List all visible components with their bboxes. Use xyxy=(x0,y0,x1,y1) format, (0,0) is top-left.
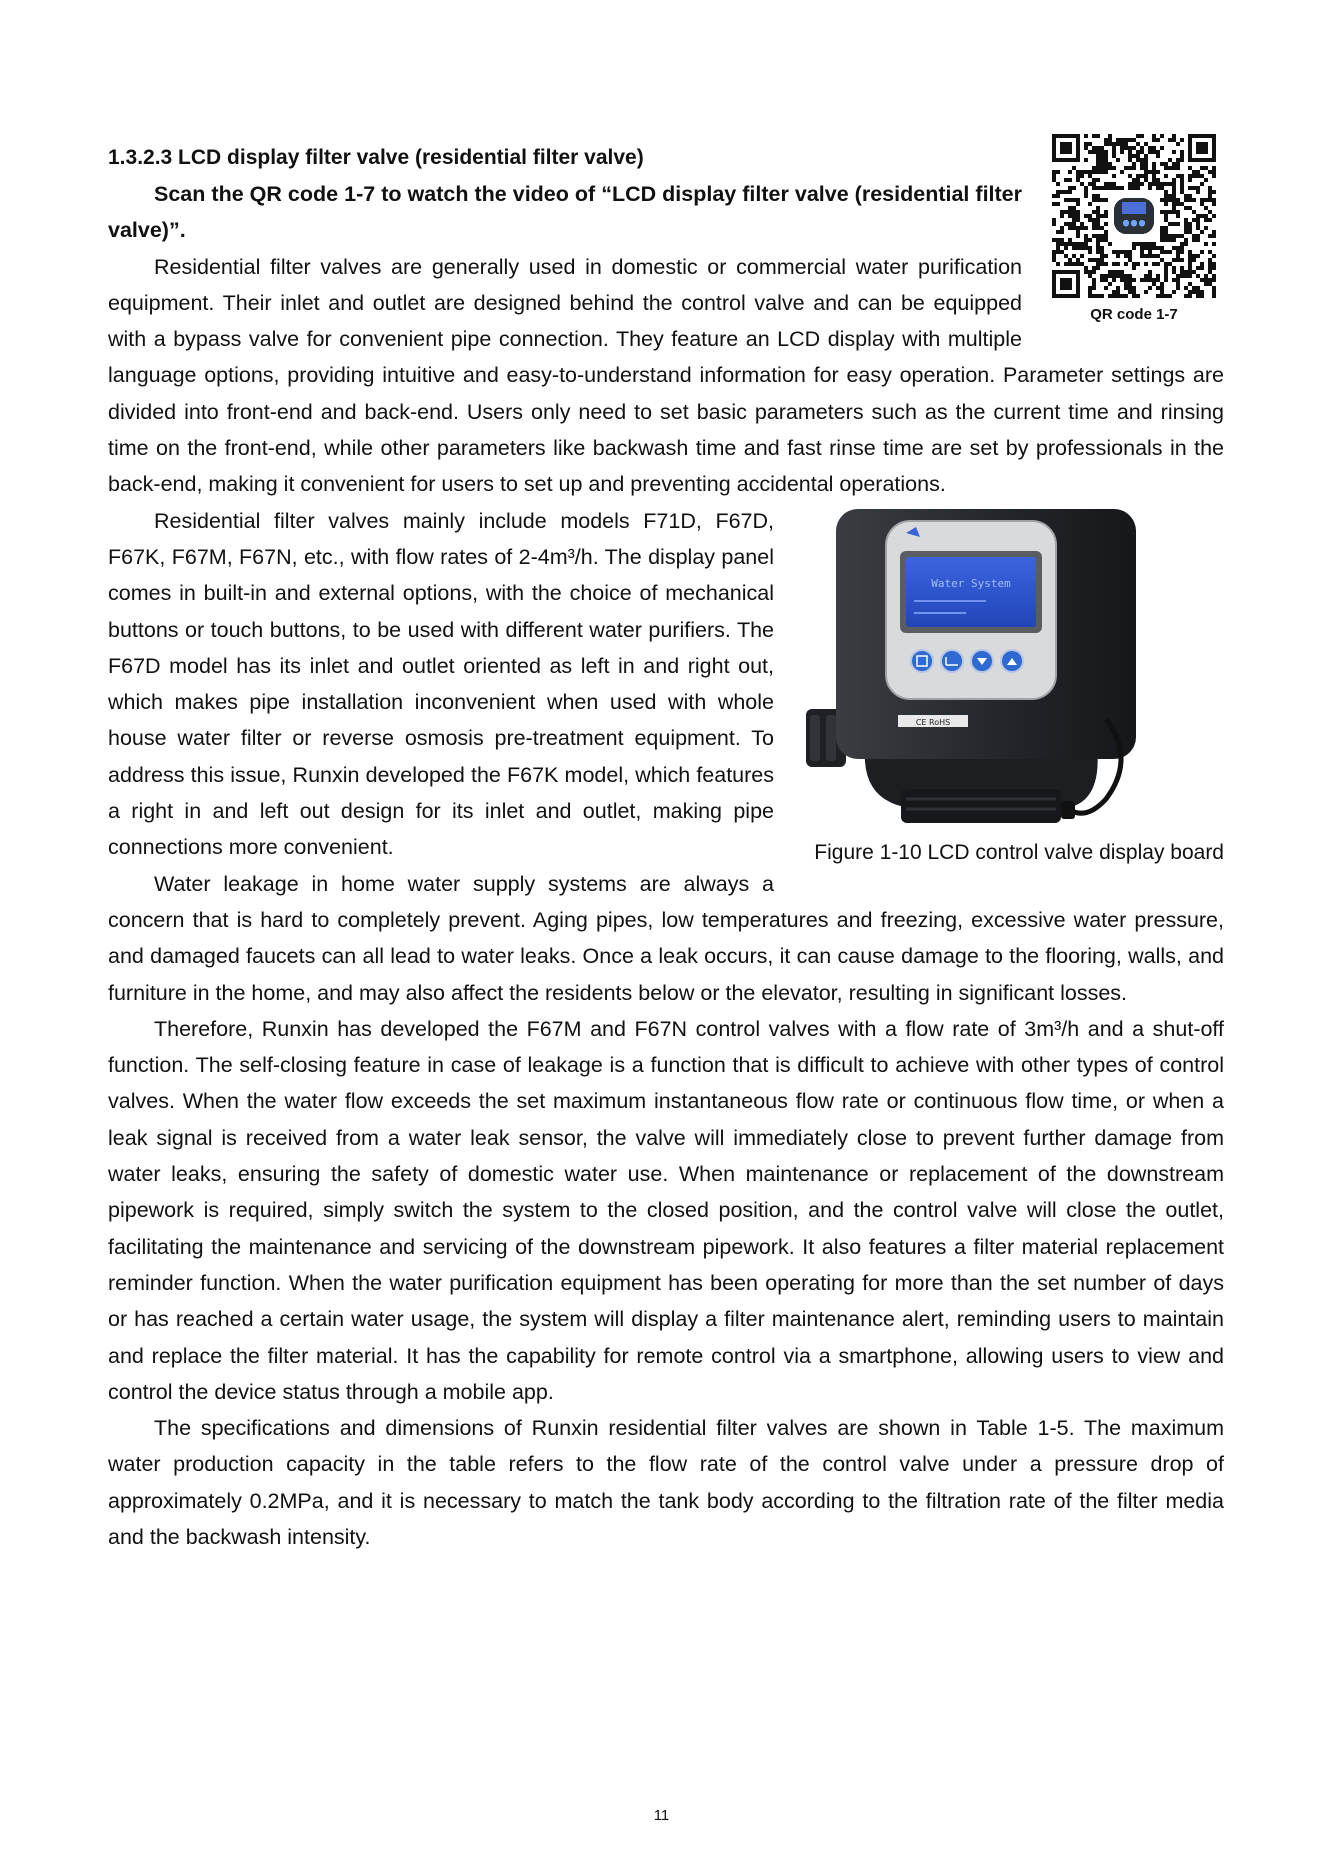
qr-caption: QR code 1-7 xyxy=(1090,306,1178,323)
figure-caption: Figure 1-10 LCD control valve display board xyxy=(814,840,1224,864)
qr-figure xyxy=(1044,134,1224,323)
qr-instruction: Scan the QR code 1-7 to watch the video of “LCD display filter valve (residential filter valve)”. xyxy=(108,182,1022,243)
paragraph-specifications: The specifications and dimensions of Runxin residential filter valves are shown in Table 1-5. The maximum water production capacity in the table refers to the flow rate of the control valve under a pressure drop of approximately 0.2MPa, and it is necessary to match the tank body according to the filtration rate of the filter media and the backwash intensity. xyxy=(108,1416,1224,1549)
paragraph-shutoff: Therefore, Runxin has developed the F67M and F67N control valves with a flow rate of 3m³/h and a shut-off function. The self-closing feature in case of leakage is a function that is difficult to achieve with other types of control valves. When the water flow exceeds the set maximum instantaneous flow rate or continuous flow time, or when a leak signal is received from a water leak sensor, the valve will immediately close to prevent further damage from water leaks, ensuring the safety of domestic water use. When maintenance or replacement of the downstream pipework is required, simply switch the system to the closed position, and the control valve will close the outlet, facilitating the maintenance and servicing of the downstream pipework. It also features a filter material replacement reminder function. When the water purification equipment has been operating for more than the set number of days or has reached a certain water usage, the system will display a filter maintenance alert, reminding users to maintain and replace the filter material. It has the capability for remote control via a smartphone, allowing users to view and control the device status through a mobile app. xyxy=(108,1016,1224,1404)
section-heading: 1.3.2.3 LCD display filter valve (residential filter valve) xyxy=(108,146,644,169)
lcd-screen-text: Water System xyxy=(931,576,1011,590)
lcd-control-valve-image xyxy=(806,509,1156,829)
paragraph-models: Residential filter valves mainly include models F71D, F67D, F67K, F67M, F67N, etc., with flow rates of 2-4m³/h. The display panel comes in built-in and external options, with the choice of mechanical buttons or touch buttons, to be used with different water purifiers. The F67D model has its inlet and outlet oriented as left in and right out, which makes pipe installation inconvenient when used with whole house water filter or reverse osmosis pre-treatment equipment. To address this issue, Runxin developed the F67K model, which features a right in and left out design for its inlet and outlet, making pipe connections more convenient. xyxy=(108,508,774,860)
paragraph-leakage: Water leakage in home water supply systems are always a concern that is hard to completely prevent. Aging pipes, low temperatures and freezing, excessive water pressure, and damaged faucets can all lead to water leaks. Once a leak occurs, it can cause damage to the flooring, walls, and furniture in the home, and may also affect the residents below or the elevator, resulting in significant losses. xyxy=(108,871,1224,1005)
paragraph-intro: Residential filter valves are generally used in domestic or commercial water purification equipment. Their inlet and outlet are designed behind the control valve and can be equipped with a bypass valve for convenient pipe connection. They feature an LCD display with multiple language options, providing intuitive and easy-to-understand information for easy operation. Parameter settings are divided into front-end and back-end. Users only need to set basic parameters such as the current time and rinsing time on the front-end, while other parameters like backwash time and fast rinse time are set by professionals in the back-end, making it convenient for users to set up and preventing accidental operations. xyxy=(108,254,1224,497)
page-number: 11 xyxy=(653,1807,670,1824)
ce-rohs-label: CE RoHS xyxy=(915,717,951,727)
qr-code-image xyxy=(1052,134,1216,298)
valve-figure xyxy=(794,509,1224,865)
page-content xyxy=(108,140,1224,1555)
